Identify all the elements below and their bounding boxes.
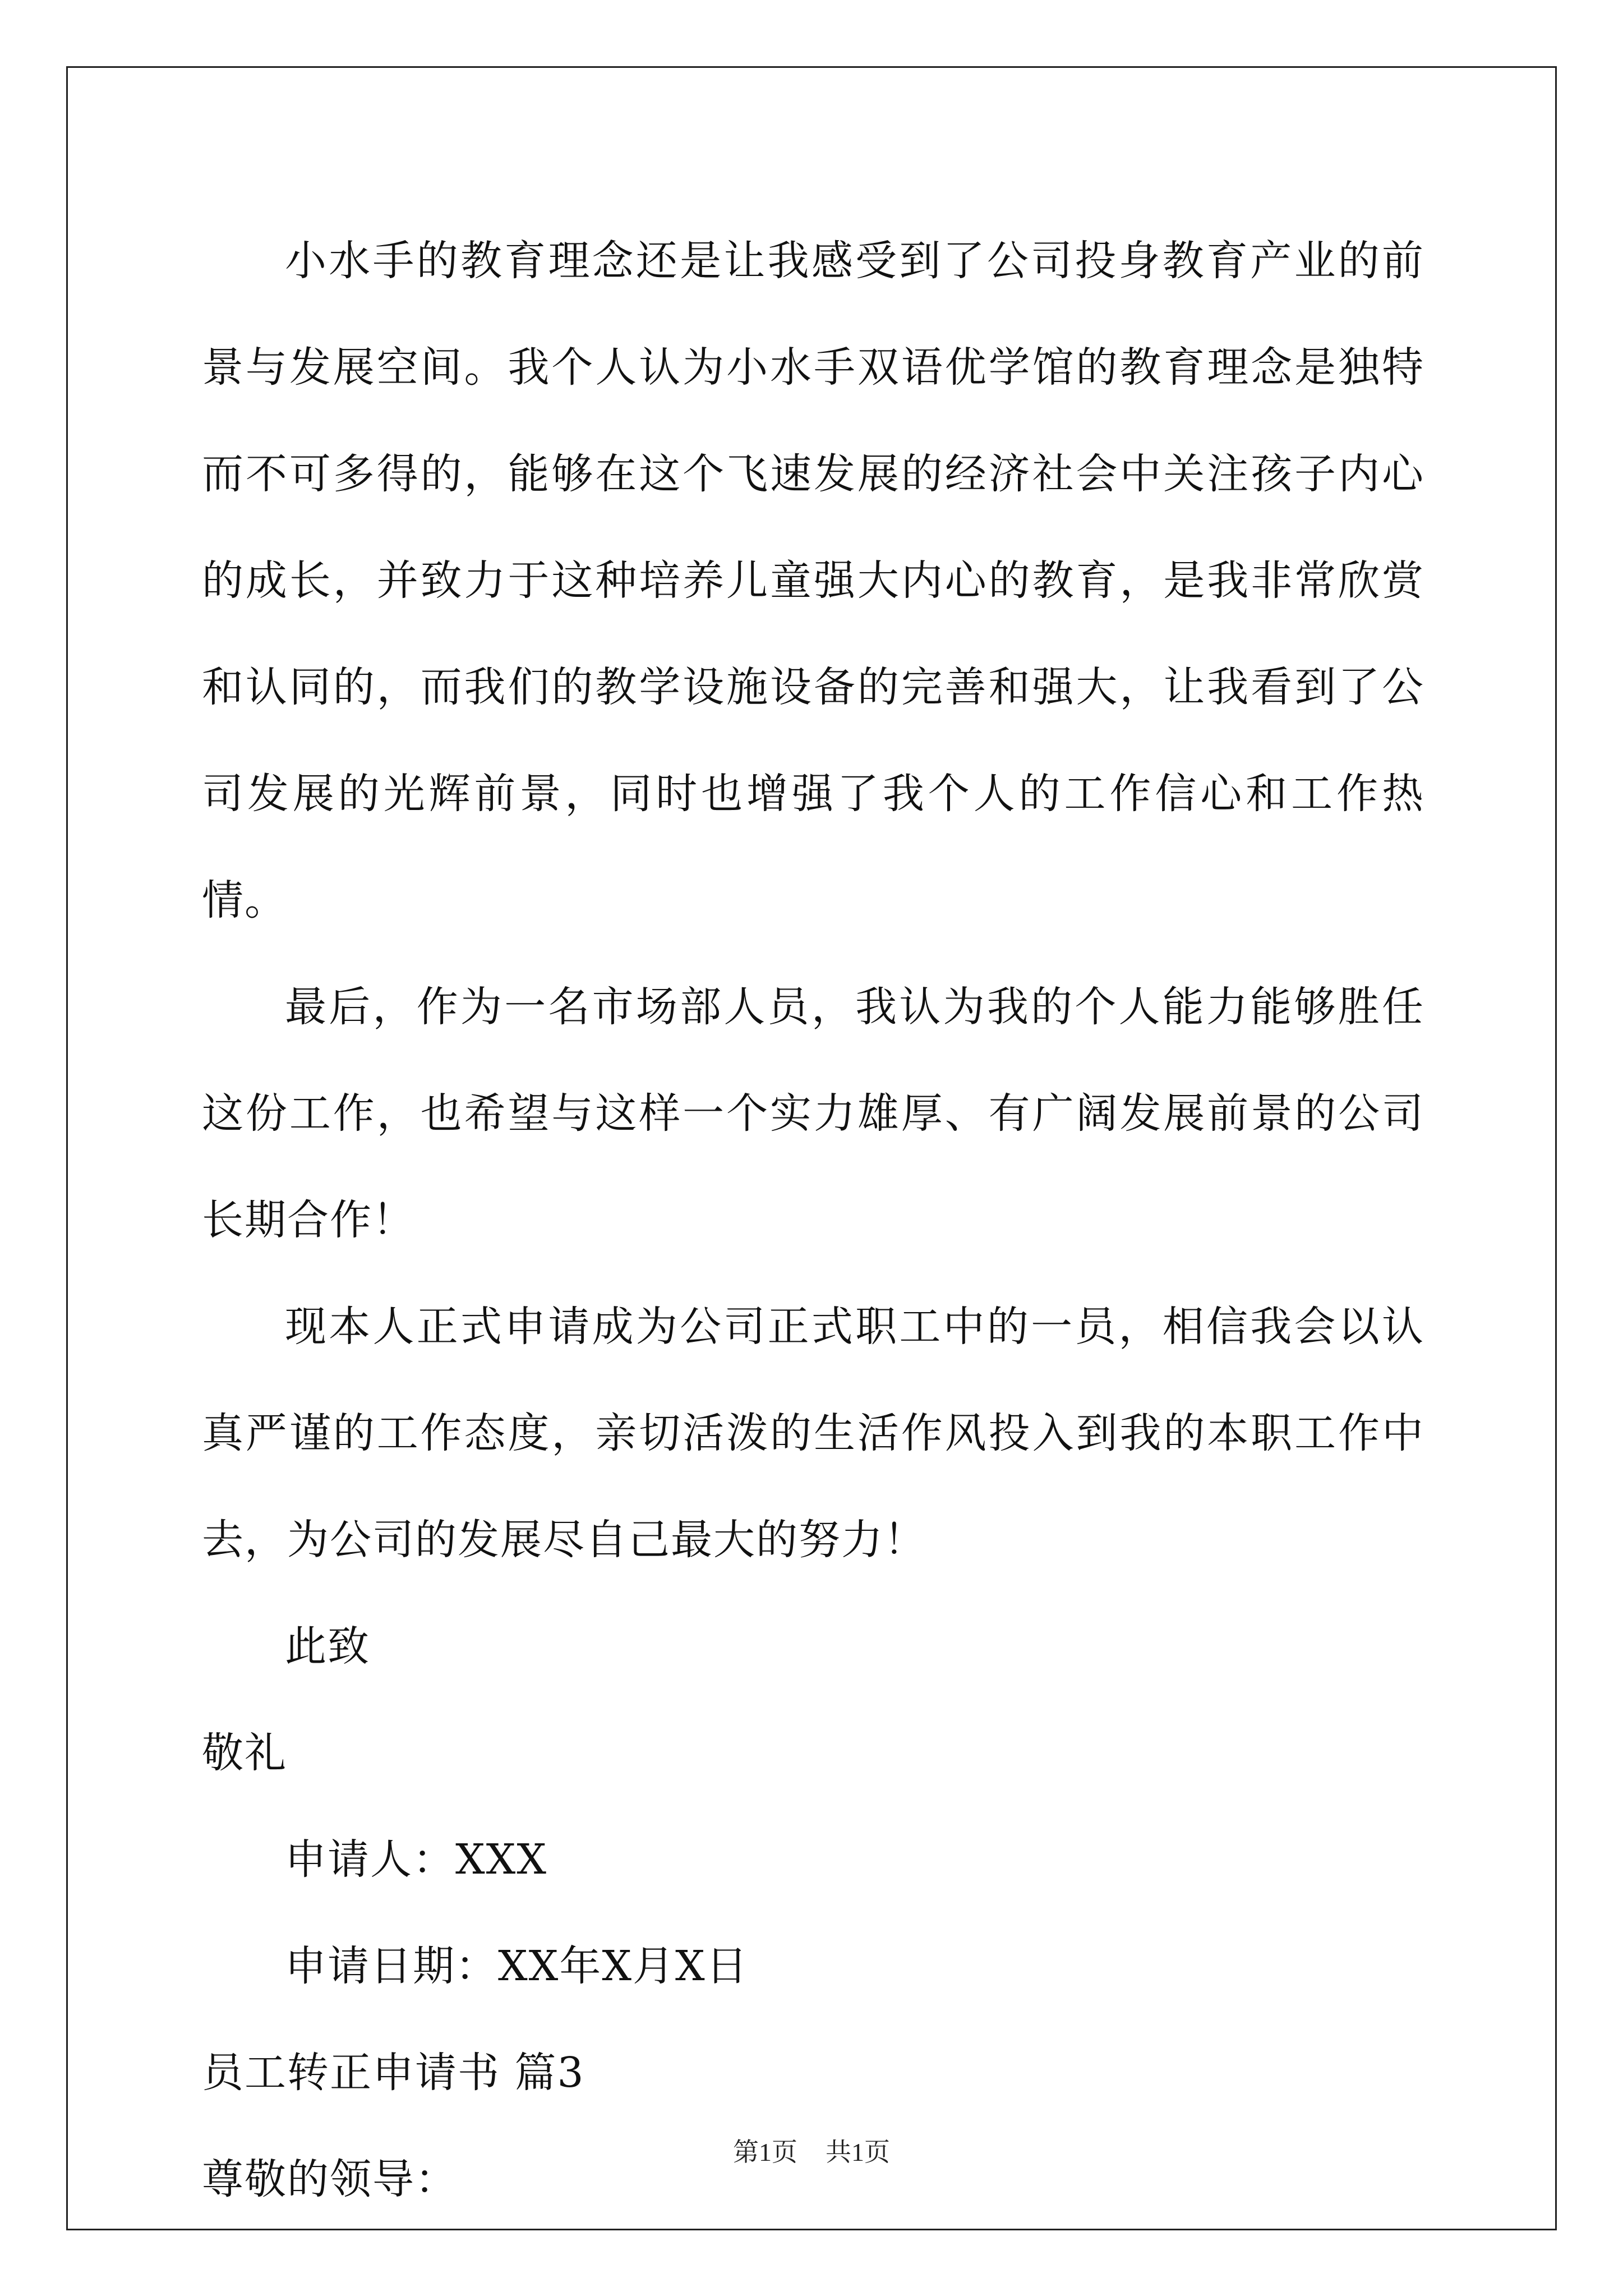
document-body xyxy=(202,208,1424,2233)
letter-greeting: 尊敬的领导： xyxy=(202,2155,458,2203)
applicant-name: 申请人：XXX xyxy=(285,1835,548,1884)
page-footer xyxy=(0,2132,1623,2169)
paragraph-education-philosophy: 小水手的教育理念还是让我感受到了公司投身教育产业的前景与发展空间。我个人认为小水手双语优学馆的教育理念是独特而不可多得的，能够在这个飞速发展的经济社会中关注孩子内心的成长，并致力于这种培养儿童强大内心的教育，是我非常欣赏和认同的，而我们的教学设施设备的完善和强大，让我看到了公司发展的光辉前景，同时也增强了我个人的工作信心和工作热情。 xyxy=(202,237,1424,924)
paragraph-conclusion: 最后，作为一名市场部人员，我认为我的个人能力能够胜任这份工作，也希望与这样一个实力雄厚、有广阔发展前景的公司长期合作！ xyxy=(202,983,1424,1244)
closing-regards: 敬礼 xyxy=(202,1729,287,1777)
page-number-total: 共1页 xyxy=(826,2138,890,2166)
closing-salutation: 此致 xyxy=(285,1622,370,1671)
application-date: 申请日期：XX年X月X日 xyxy=(285,1942,749,1990)
section-heading: 员工转正申请书 篇3 xyxy=(202,2049,585,2097)
page-number-current: 第1页 xyxy=(733,2138,797,2166)
paragraph-application: 现本人正式申请成为公司正式职工中的一员，相信我会以认真严谨的工作态度，亲切活泼的生活作风投入到我的本职工作中去，为公司的发展尽自己最大的努力！ xyxy=(202,1303,1424,1564)
